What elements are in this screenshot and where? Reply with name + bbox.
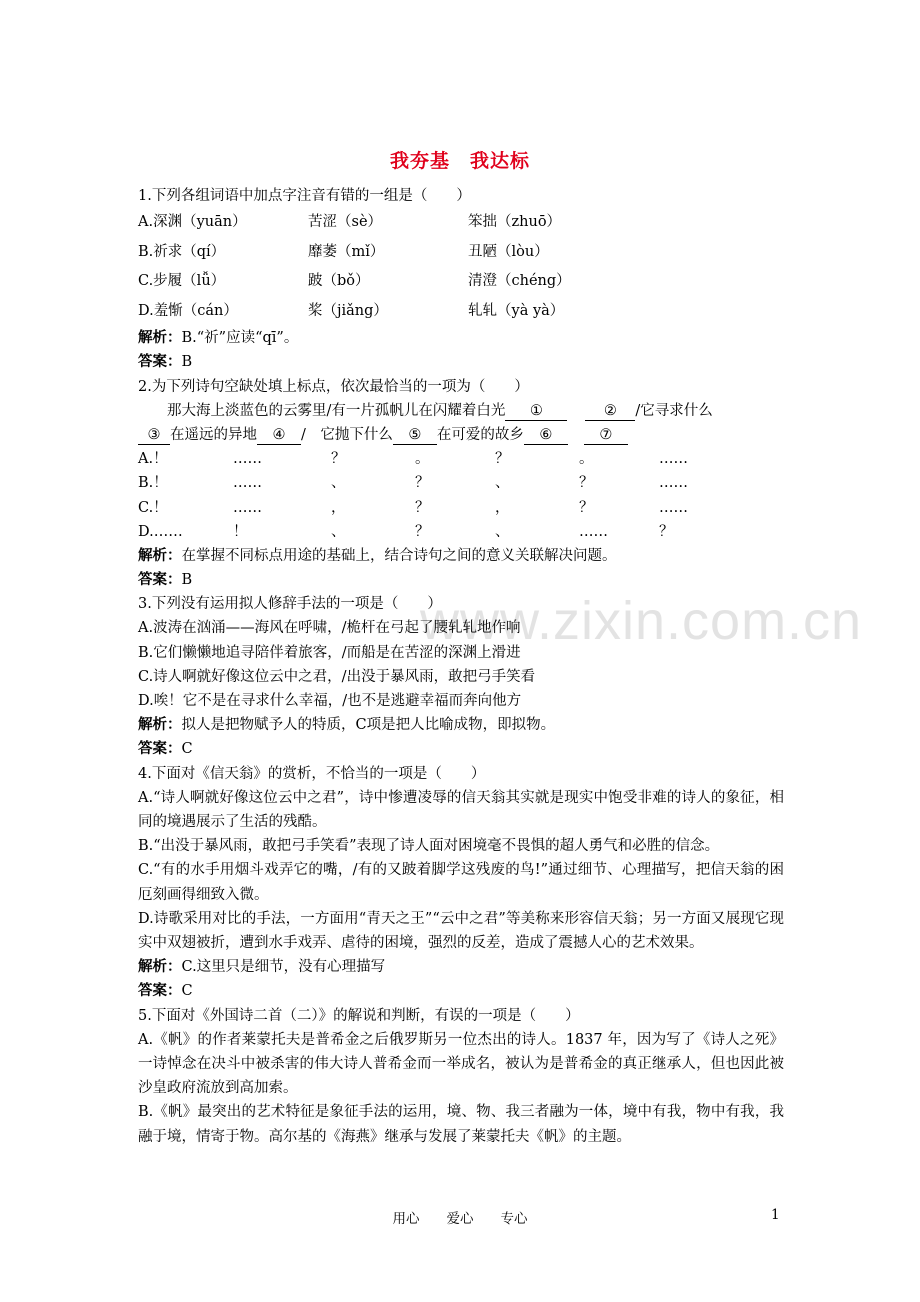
blank-7: ⑦ <box>584 426 628 445</box>
q2-cell <box>739 496 784 520</box>
answer-text: C <box>181 741 193 758</box>
answer-label: 答案： <box>138 982 182 1000</box>
q2-cell: ， <box>331 499 346 516</box>
blank-6: ⑥ <box>524 426 568 445</box>
q3-answer <box>138 737 784 761</box>
answer-text: C <box>181 983 193 1000</box>
q2-cell: 、 <box>495 475 510 492</box>
analysis-label: 解析： <box>138 958 182 976</box>
q5-option-b: B.《帆》最突出的艺术特征是象征手法的运用，境、物、我三者融为一体，境中有我，物中有我，我融于境，情寄于物。高尔基的《海燕》继承与发展了莱蒙托夫《帆》的主题。 <box>138 1104 784 1145</box>
q1-cell: 轧轧（yà yà） <box>468 302 565 319</box>
q4-option-b: B.“出没于暴风雨，敢把弓手笑看”表现了诗人面对困境毫不畏惧的超人勇气和必胜的信念。 <box>138 838 720 855</box>
q1-cell: 靡萎（mǐ） <box>308 243 385 260</box>
q1-option-row <box>138 238 784 268</box>
poem-text: 那大海上淡蓝色的云雾里 <box>167 402 327 419</box>
q2-stem: 2.为下列诗句空缺处填上标点，依次最恰当的一项为（ ） <box>138 378 529 395</box>
q2-cell: C.！ <box>138 499 168 516</box>
blank-5: ⑤ <box>393 426 437 445</box>
blank-1: ① <box>505 402 567 421</box>
q1-answer <box>138 350 784 374</box>
q4-option-a: A.“诗人啊就好像这位云中之君”，诗中惨遭凌辱的信天翁其实就是现实中饱受非难的诗人的象征，相同的境遇展示了生活的残酷。 <box>138 789 784 830</box>
q1-option-row <box>138 208 784 238</box>
q2-cell: A.！ <box>138 451 168 468</box>
q2-cell: …… <box>659 451 688 468</box>
q3-option-b: B.它们懒懒地追寻陪伴着旅客，/而船是在苦涩的深渊上滑进 <box>138 644 521 661</box>
q5-stem: 5.下面对《外国诗二首（二）》的解说和判断，有误的一项是（ ） <box>138 1007 580 1024</box>
q2-cell: B.！ <box>138 475 168 492</box>
poem-text: /有一片孤帆儿在闪耀着白光 <box>326 402 506 419</box>
blank-2: ② <box>585 402 635 421</box>
q2-cell: …… <box>233 499 262 516</box>
q2-cell: ？ <box>495 451 510 468</box>
q1-cell: 桨（jiǎng） <box>308 302 388 319</box>
analysis-text: B.“祈”应读“qī”。 <box>181 330 299 347</box>
q1-option-row <box>138 267 784 297</box>
q2-analysis <box>138 544 784 568</box>
analysis-label: 解析： <box>138 716 182 734</box>
q2-poem-line-2 <box>138 423 784 447</box>
q2-cell: 。 <box>579 451 594 468</box>
analysis-text: 拟人是把物赋予人的特质，C项是把人比喻成物，即拟物。 <box>181 717 556 734</box>
q2-cell: 、 <box>331 523 346 540</box>
q2-option-row <box>138 496 784 520</box>
q2-option-row <box>138 471 784 495</box>
q2-answer <box>138 568 784 592</box>
q1-cell: 跛（bǒ） <box>308 273 370 290</box>
q2-cell: 。 <box>415 451 430 468</box>
q4-answer <box>138 979 784 1003</box>
analysis-text: C.这里只是细节，没有心理描写 <box>181 959 386 976</box>
q1-analysis <box>138 326 784 350</box>
blank-3: ③ <box>138 426 170 445</box>
q1-cell: 清澄（chéng） <box>468 273 571 290</box>
document-body <box>138 184 784 1149</box>
q2-cell: 、 <box>331 475 346 492</box>
q1-option-row <box>138 297 784 327</box>
q2-cell: ？ <box>415 475 430 492</box>
q3-option-a: A.波涛在汹涌——海风在呼啸，/桅杆在弓起了腰轧轧地作响 <box>138 620 521 637</box>
q1-cell: D.羞惭（cán） <box>138 302 238 319</box>
analysis-label: 解析： <box>138 329 182 347</box>
q2-cell: D.…… <box>138 523 183 540</box>
q2-cell: ？ <box>659 523 674 540</box>
q5-option-a: A.《帆》的作者莱蒙托夫是普希金之后俄罗斯另一位杰出的诗人。1837 年，因为写了《诗人之死》一诗悼念在决斗中被杀害的伟大诗人普希金而一举成名，被认为是普希金的真正继承人，但也因此被沙皇政府流放到高加索。 <box>138 1031 784 1097</box>
analysis-label: 解析： <box>138 546 182 564</box>
q2-cell: …… <box>659 499 688 516</box>
q1-stem: 1.下列各组词语中加点字注音有错的一组是（ ） <box>138 188 471 204</box>
q2-cell: 、 <box>495 523 510 540</box>
answer-text: B <box>181 572 193 589</box>
q2-cell: …… <box>579 523 608 540</box>
q3-stem: 3.下列没有运用拟人修辞手法的一项是（ ） <box>138 596 442 613</box>
q4-stem: 4.下面对《信天翁》的赏析，不恰当的一项是（ ） <box>138 765 486 782</box>
q3-option-d: D.唉！它不是在寻求什么幸福，/也不是逃避幸福而奔向他方 <box>138 693 522 709</box>
q2-cell: ？ <box>331 451 346 468</box>
q2-cell: ？ <box>415 523 430 540</box>
q4-analysis <box>138 955 784 979</box>
q2-cell <box>739 520 784 544</box>
watermark: www.zixin.com.cn <box>420 591 863 651</box>
q1-cell: C.步履（lǚ） <box>138 273 226 290</box>
q2-cell <box>739 447 784 471</box>
q3-analysis <box>138 713 784 737</box>
q1-cell: A.深渊（yuān） <box>138 214 247 231</box>
q4-option-c: C.“有的水手用烟斗戏弄它的嘴，/有的又跛着脚学这残废的鸟!”通过细节、心理描写，把信天翁的困厄刻画得细致入微。 <box>138 862 784 903</box>
q2-cell: ？ <box>579 475 594 492</box>
q2-option-row <box>138 520 784 544</box>
blank-4: ④ <box>257 426 301 445</box>
poem-text: 在遥远的异地 <box>170 426 257 443</box>
q2-cell: …… <box>659 475 688 492</box>
q2-cell: …… <box>233 475 262 492</box>
q2-cell: ？ <box>579 499 594 516</box>
q2-cell: ！ <box>233 523 248 540</box>
q1-cell: B.祈求（qí） <box>138 243 226 260</box>
answer-label: 答案： <box>138 571 182 589</box>
q2-cell: ， <box>495 499 510 516</box>
poem-text: /它寻求什么 <box>635 402 713 419</box>
page-number: 1 <box>771 1207 780 1223</box>
q3-option-c: C.诗人啊就好像这位云中之君，/出没于暴风雨，敢把弓手笑看 <box>138 668 536 685</box>
analysis-text: 在掌握不同标点用途的基础上，结合诗句之间的意义关联解决问题。 <box>181 547 617 564</box>
q2-option-row <box>138 447 784 471</box>
q2-cell <box>739 471 784 495</box>
answer-label: 答案： <box>138 353 182 371</box>
poem-text: / 它抛下什么 <box>301 426 393 443</box>
answer-text: B <box>181 354 193 371</box>
q2-poem-line-1 <box>138 399 784 423</box>
q1-cell: 丑陋（lòu） <box>468 243 549 260</box>
poem-text: 在可爱的故乡 <box>436 426 524 443</box>
page-title: 我夯基 我达标 <box>389 150 530 172</box>
q1-cell: 苦涩（sè） <box>308 214 383 231</box>
page-footer: 用心 爱心 专心 <box>392 1211 528 1227</box>
q4-option-d: D.诗歌采用对比的手法，一方面用“青天之王”“云中之君”等美称来形容信天翁；另一方面又展现它现实中双翅被折，遭到水手戏弄、虐待的困境，强烈的反差，造成了震撼人心的艺术效果。 <box>138 910 784 951</box>
answer-label: 答案： <box>138 740 182 758</box>
q2-cell: …… <box>233 451 262 468</box>
q1-cell: 笨拙（zhuō） <box>468 214 562 231</box>
q2-cell: ？ <box>415 499 430 516</box>
